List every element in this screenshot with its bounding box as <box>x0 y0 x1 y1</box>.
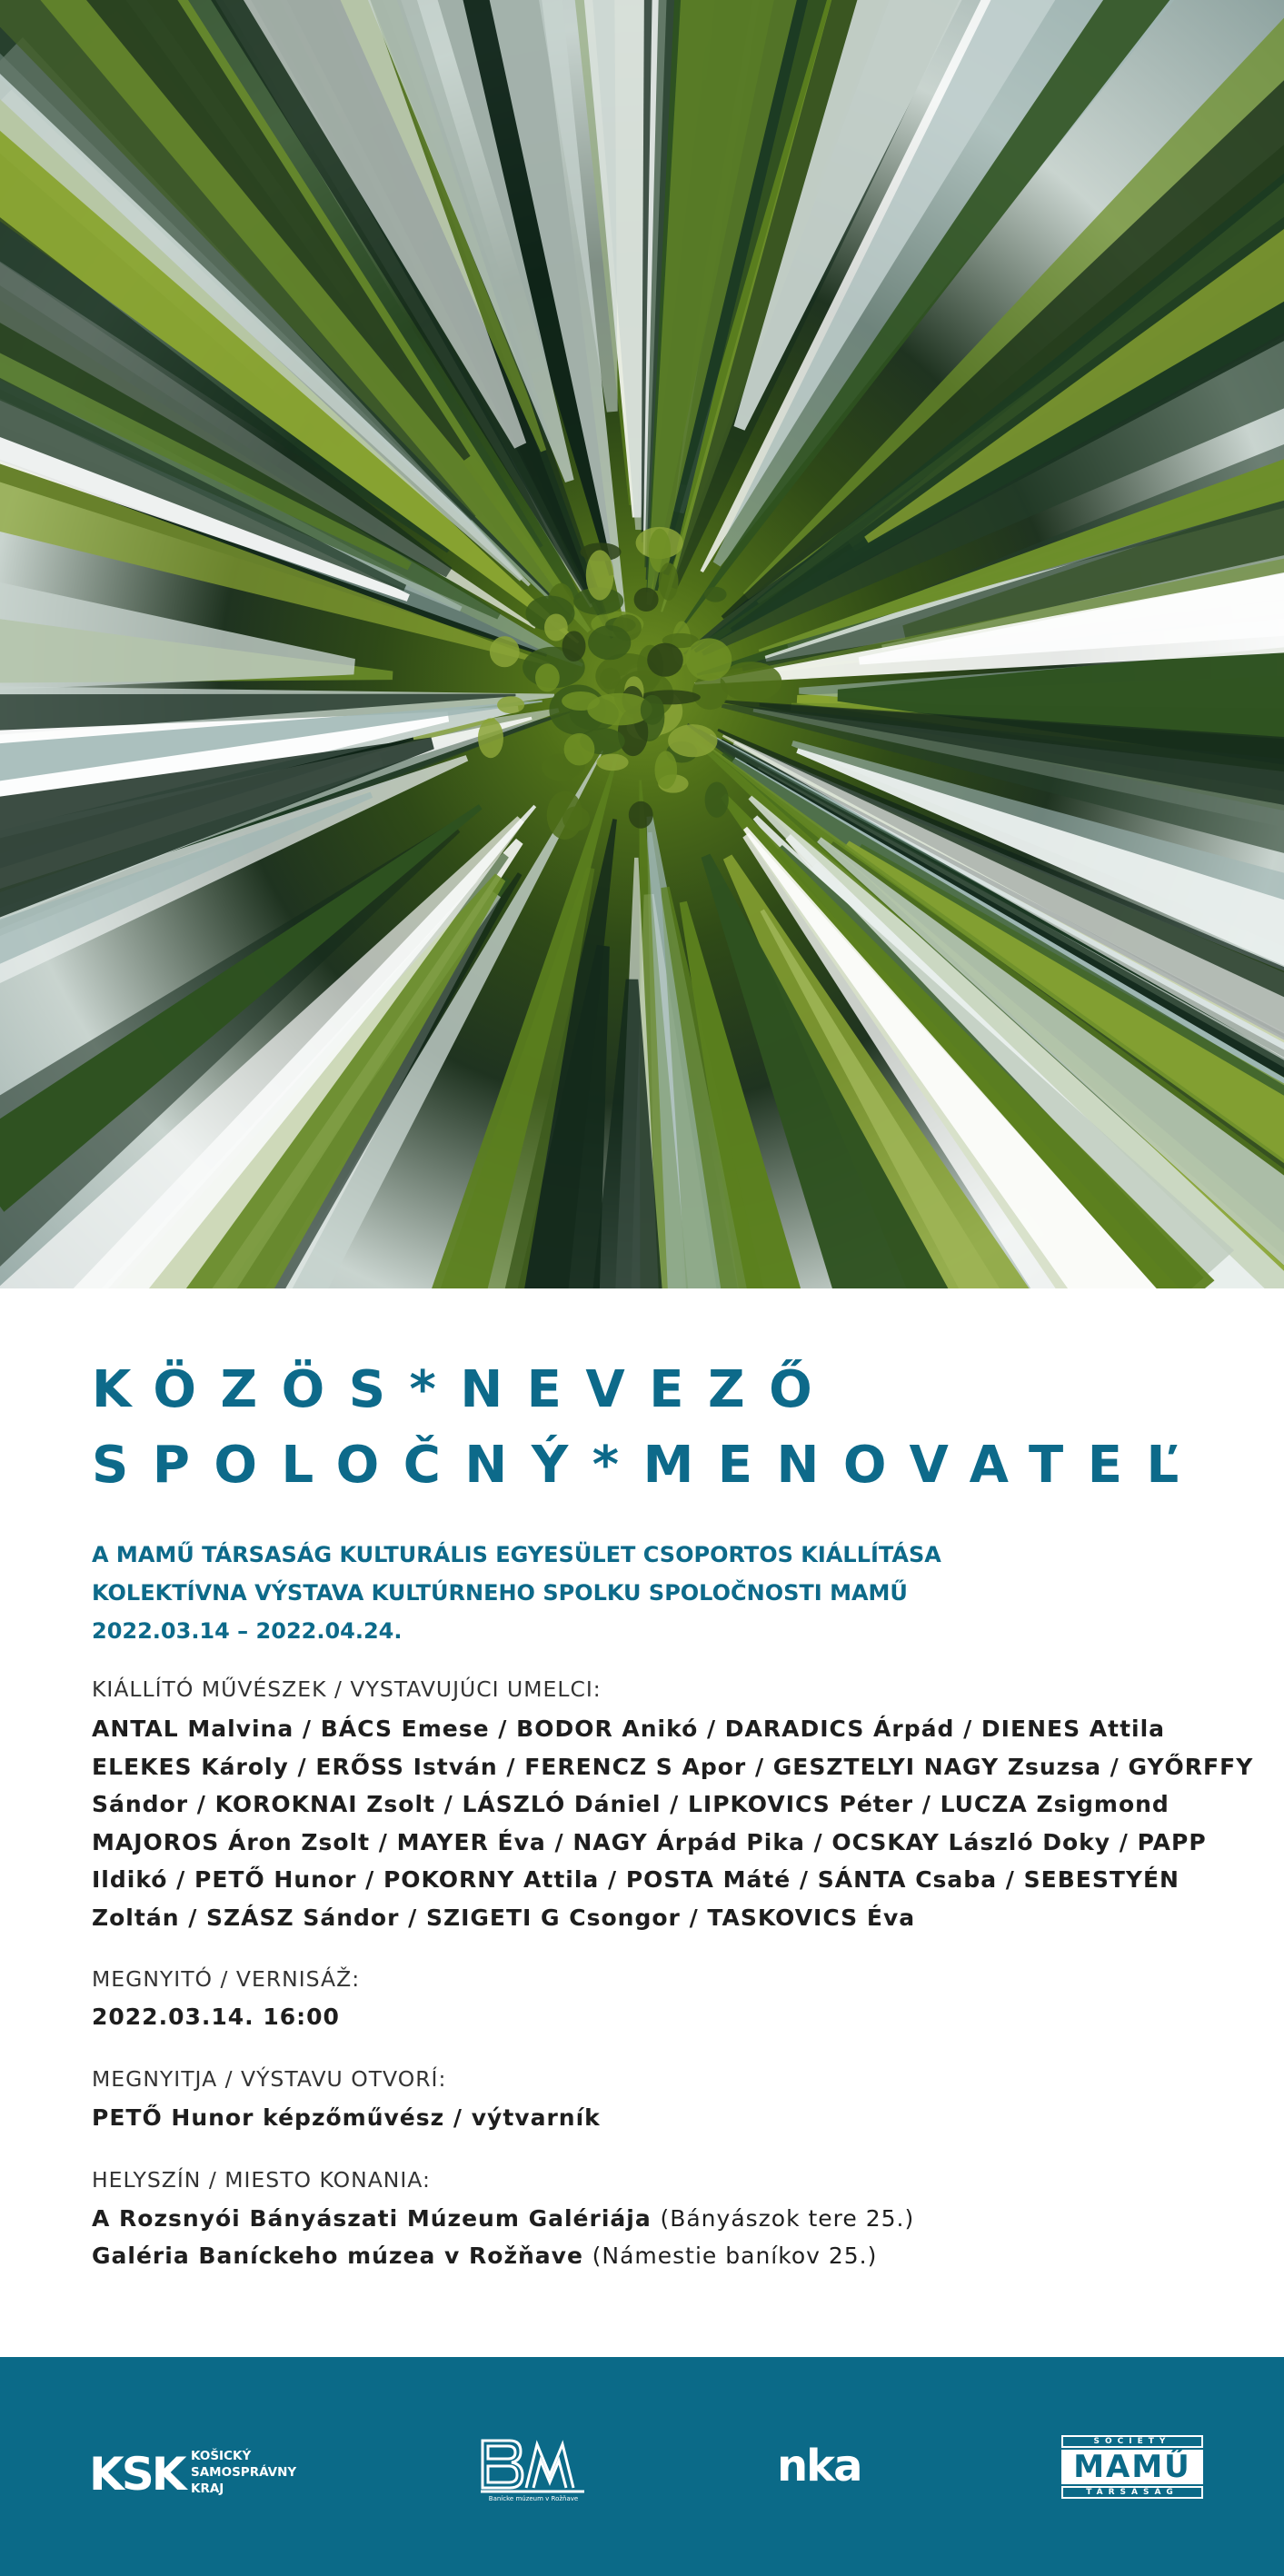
subtitle-hu: A MAMŰ TÁRSASÁG KULTURÁLIS EGYESÜLET CSOPORTOS KIÁLLÍTÁSA <box>92 1542 941 1567</box>
nka-mark: nka <box>777 2441 861 2491</box>
opening-label: MEGNYITÓ / VERNISÁŽ: <box>92 1966 361 1992</box>
title-hu: KÖZÖS*NEVEZŐ <box>92 1360 837 1419</box>
ksk-mark: KSK <box>89 2448 184 2501</box>
venue-label: HELYSZÍN / MIESTO KONANIA: <box>92 2167 431 2193</box>
nka-logo <box>777 2441 877 2495</box>
ksk-text <box>191 2448 296 2497</box>
foliage-leaf <box>596 754 628 771</box>
foliage-leaf <box>629 801 653 829</box>
opening-date: 2022.03.14. 16:00 <box>92 2004 340 2030</box>
mamu-top: SOCIETY <box>1061 2435 1203 2448</box>
foliage-leaf <box>705 782 729 818</box>
foliage-leaf <box>647 643 683 677</box>
ksk-line: KRAJ <box>191 2482 224 2496</box>
mining-museum-logo <box>479 2435 588 2508</box>
foliage-leaf <box>659 562 679 601</box>
exhibition-dates: 2022.03.14 – 2022.04.24. <box>92 1618 403 1644</box>
foliage-leaf <box>490 636 520 667</box>
foliage-leaf <box>535 663 560 691</box>
foliage-leaf <box>544 614 568 642</box>
foliage-leaf <box>634 588 659 612</box>
venue-hu-name: A Rozsnyói Bányászati Múzeum Galériája <box>92 2205 652 2232</box>
mamu-word: MAMŰ <box>1061 2450 1203 2484</box>
foliage-leaf <box>562 631 586 661</box>
artists-line: Sándor / KOROKNAI Zsolt / LÁSZLÓ Dániel / LIPKOVICS Péter / LUCZA Zsigmond <box>92 1791 1170 1817</box>
venue-sk <box>92 2243 877 2269</box>
subtitle-sk: KOLEKTÍVNA VÝSTAVA KULTÚRNEHO SPOLKU SPOLOČNOSTI MAMŰ <box>92 1580 908 1606</box>
artists-line: Zoltán / SZÁSZ Sándor / SZIGETI G Csongor / TASKOVICS Éva <box>92 1904 916 1931</box>
foliage-leaf <box>641 695 664 725</box>
artists-line: Ildikó / PETŐ Hunor / POKORNY Attila / POSTA Máté / SÁNTA Csaba / SEBESTYÉN <box>92 1866 1179 1893</box>
foliage-leaf <box>478 718 503 758</box>
artists-label: KIÁLLÍTÓ MŰVÉSZEK / VYSTAVUJÚCI UMELCI: <box>92 1676 602 1702</box>
venue-hu <box>92 2205 914 2232</box>
sponsor-footer <box>0 2357 1284 2576</box>
foliage-leaf <box>668 724 717 757</box>
foliage-leaf <box>562 691 600 711</box>
foliage-leaf <box>655 751 678 789</box>
mamu-bottom: TÁRSASÁG <box>1061 2486 1203 2499</box>
foliage-leaf <box>564 733 595 766</box>
foliage-leaf <box>686 638 732 681</box>
foliage-leaf <box>704 587 727 602</box>
artists-list <box>92 1710 1254 1936</box>
venue-hu-address: (Bányászok tere 25.) <box>660 2205 915 2232</box>
artists-line: ELEKES Károly / ERŐSS István / FERENCZ S Apor / GESZTELYI NAGY Zsuzsa / GYŐRFFY <box>92 1753 1254 1780</box>
artists-line: MAJOROS Áron Zsolt / MAYER Éva / NAGY Árpád Pika / OCSKAY László Doky / PAPP <box>92 1828 1207 1855</box>
venue-sk-name: Galéria Baníckeho múzea v Rožňave <box>92 2243 583 2269</box>
opened-by-value: PETŐ Hunor képzőművész / výtvarník <box>92 2104 601 2131</box>
artists-line: ANTAL Malvina / BÁCS Emese / BODOR Anikó / DARADICS Árpád / DIENES Attila <box>92 1716 1166 1742</box>
opened-by-label: MEGNYITJA / VÝSTAVU OTVORÍ: <box>92 2066 447 2092</box>
foliage-leaf <box>586 550 614 600</box>
foliage-leaf <box>497 696 524 713</box>
subtitle-block <box>92 1536 941 1650</box>
title-sk: SPOLOČNÝ*MENOVATEĽ <box>92 1436 1203 1495</box>
foliage-leaf <box>547 791 583 840</box>
venue-sk-address: (Námestie baníkov 25.) <box>592 2243 878 2269</box>
bbm-mark-icon <box>479 2435 588 2499</box>
foliage-leaf <box>588 625 631 660</box>
bbm-caption: Banícke múzeum v Rožňave <box>488 2495 579 2502</box>
ksk-logo <box>89 2444 325 2502</box>
ksk-line: KOŠICKÝ <box>191 2449 252 2463</box>
ksk-line: SAMOSPRÁVNY <box>191 2465 297 2480</box>
mamu-logo <box>1061 2435 1203 2501</box>
